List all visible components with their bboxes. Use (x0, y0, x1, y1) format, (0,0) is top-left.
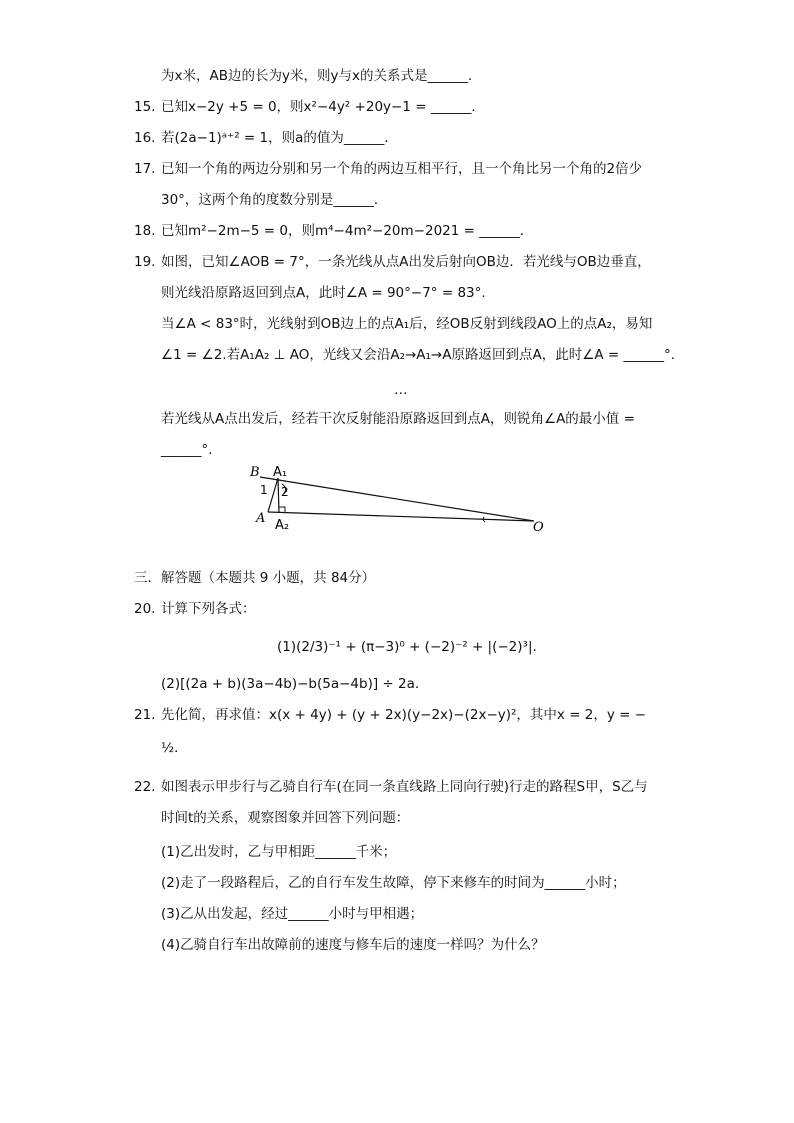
label-A: A (256, 511, 266, 526)
label-1: 1 (260, 483, 268, 497)
text-line: ½． (161, 740, 188, 756)
question-number: 18. (134, 223, 156, 239)
text-line: ______°. (161, 442, 213, 458)
text-line: 当∠A < 83°时，光线射到OB边上的点A₁后，经OB反射到线段AO上的点A₂，易知 (161, 316, 653, 332)
text-line: 计算下列各式： (161, 601, 256, 617)
text-line: 时间t的关系，观察图象并回答下列问题： (161, 810, 410, 826)
text-line: 已知m²−2m−5 = 0，则m⁴−4m²−20m−2021 = ______． (161, 223, 534, 239)
text-line: ∠1 = ∠2.若A₁A₂ ⊥ AO，光线又会沿A₂→A₁→A原路返回到点A，此时∠A = ______°. (161, 347, 675, 363)
text-line: 30°，这两个角的度数分别是______． (161, 192, 388, 208)
line-BO (260, 477, 534, 521)
text-line: (2)走了一段路程后，乙的自行车发生故障，停下来修车的时间为______小时； (161, 875, 626, 891)
text-line: (4)乙骑自行车出故障前的速度与修车后的速度一样吗？为什么？ (161, 937, 545, 953)
text-line: 则光线沿原路返回到点A，此时∠A = 90°−7° = 83°. (161, 285, 486, 301)
text-line: 先化简，再求值：x(x + 4y) + (y + 2x)(y−2x)−(2x−y)²，其中x = 2，y = − (161, 707, 647, 723)
text-line: 若(2a−1)ᵃ⁺² = 1，则a的值为______． (161, 130, 398, 146)
text-line: 三．解答题（本题共 9 小题，共 84分） (134, 570, 376, 586)
label-A2: A₂ (275, 518, 290, 533)
question-number: 21. (134, 707, 156, 723)
text-line: 如图，已知∠AOB = 7°，一条光线从点A出发后射向OB边．若光线与OB边垂直， (161, 254, 651, 270)
text-line: (2)[(2a + b)(3a−4b)−b(5a−4b)] ÷ 2a． (161, 676, 429, 692)
question-number: 19. (134, 254, 156, 270)
label-A1: A₁ (273, 465, 288, 480)
label-O: O (533, 520, 544, 535)
question-number: 16. (134, 130, 156, 146)
text-line: 若光线从A点出发后，经若干次反射能沿原路返回到点A，则锐角∠A的最小值 = (161, 411, 635, 427)
text-line: 已知一个角的两边分别和另一个角的两边互相平行，且一个角比另一个角的2倍少 (161, 161, 643, 177)
line-AO (268, 512, 534, 521)
question-number: 17. (134, 161, 156, 177)
text-line: (3)乙从出发起，经过______小时与甲相遇； (161, 906, 424, 922)
question-number: 15. (134, 99, 156, 115)
text-line: 如图表示甲步行与乙骑自行车(在同一条直线路上同向行驶)行走的路程S甲，S乙与 (161, 779, 648, 795)
text-line: (1)乙出发时，乙与甲相距______千米； (161, 844, 397, 860)
label-B: B (250, 465, 260, 480)
question-number: 22. (134, 779, 156, 795)
line-A-A1 (268, 478, 278, 512)
text-line: 已知x−2y +5 = 0，则x²−4y² +20y−1 = ______． (161, 99, 485, 115)
text-line: (1)(2/3)⁻¹ + (π−3)⁰ + (−2)⁻² + |(−2)³|. (277, 639, 537, 655)
text-line: … (394, 382, 408, 398)
geometry-figure (246, 462, 556, 536)
label-2: 2 (281, 485, 289, 499)
line-A1-A2 (278, 478, 279, 513)
question-number: 20. (134, 601, 156, 617)
text-line: 为x米，AB边的长为y米，则y与x的关系式是______． (161, 68, 482, 84)
